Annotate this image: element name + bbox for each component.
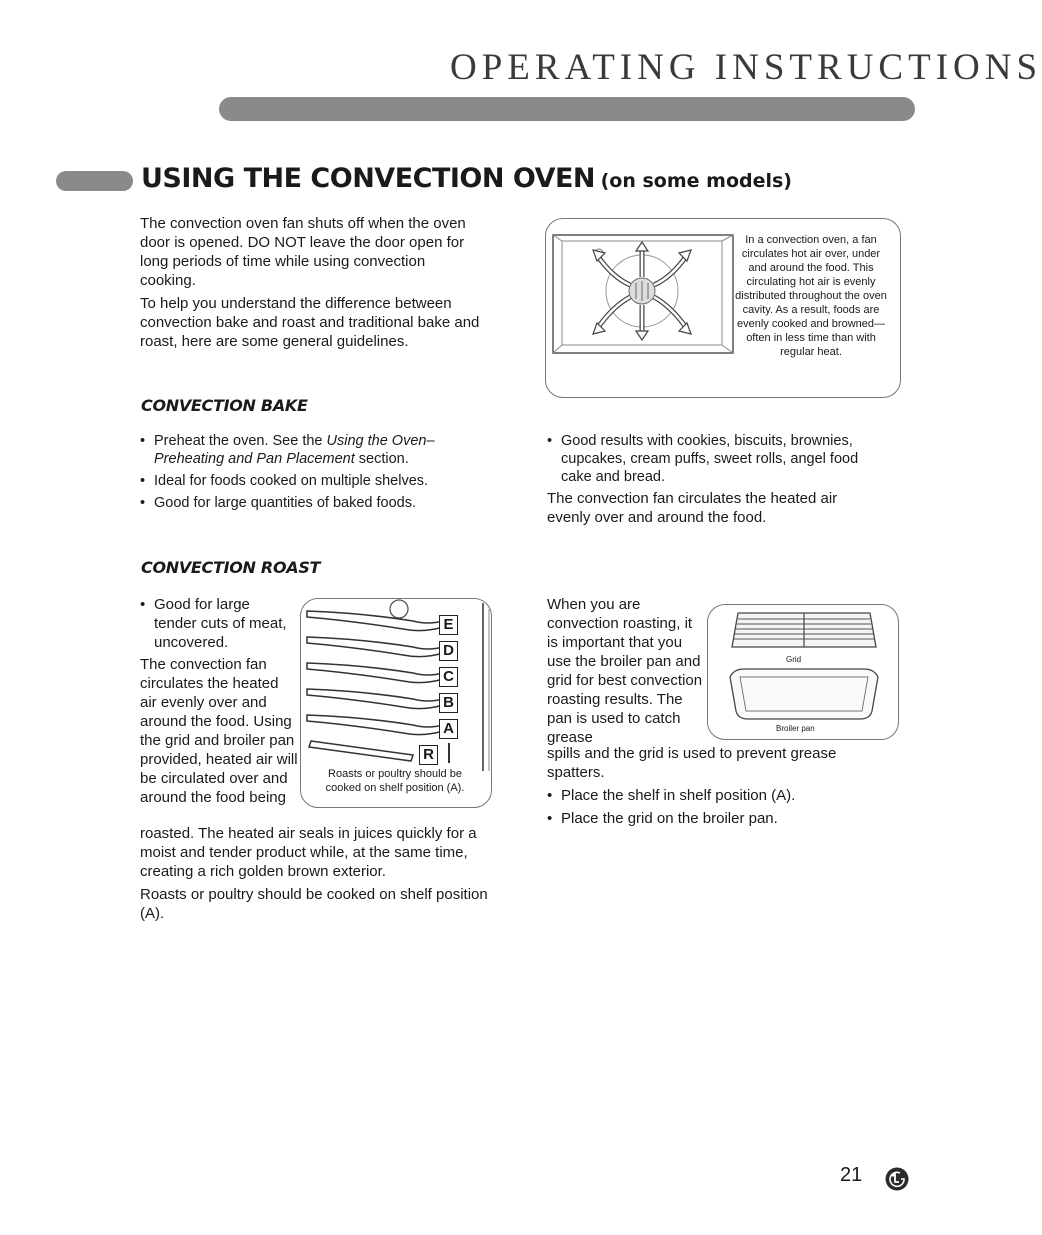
- list-item: • Good results with cookies, biscuits, brownies, cupcakes, cream puffs, sweet rolls, angel food cake and bread.: [547, 432, 892, 486]
- section-title-sub: (on some models): [600, 170, 792, 192]
- section-title-main: USING THE CONVECTION OVEN: [141, 163, 596, 194]
- convection-roast-list-right: [547, 786, 877, 832]
- roast-paragraph-1-top: The convection fan circulates the heated air evenly over and around the food. Using the grid and broiler pan provided, heated air will be circulated over and around the food being: [140, 656, 298, 806]
- oven-cavity-illustration: [552, 233, 736, 355]
- broiler-pan-figure: [707, 604, 899, 740]
- intro-paragraph-1: The convection oven fan shuts off when the oven door is opened. DO NOT leave the door open for long periods of time while using convection cooking.: [140, 215, 466, 289]
- convection-roast-heading: CONVECTION ROAST: [141, 558, 321, 577]
- shelf-label: R: [419, 745, 438, 765]
- intro-text: [140, 214, 485, 355]
- shelf-positions-figure: [300, 598, 492, 808]
- oven-figure-caption: In a convection oven, a fan circulates hot air over, under and around the food. This circulating hot air is evenly distributed throughout the oven cavity. As a result, foods are evenly cooked and browned—often in less time than with regular heat.: [735, 234, 887, 358]
- convection-oven-figure: [545, 218, 901, 398]
- bake-bullet-1-suffix: section.: [354, 451, 409, 467]
- header-title: OPERATING INSTRUCTIONS: [450, 47, 1042, 88]
- list-item: • Good for large tender cuts of meat, uncovered.: [140, 595, 290, 652]
- grid-and-pan-illustration: [724, 611, 884, 733]
- convection-bake-list-right: [547, 432, 892, 490]
- list-item: • Place the grid on the broiler pan.: [547, 809, 877, 828]
- shelf-rack-illustration: [303, 603, 489, 773]
- section-pill: [56, 171, 133, 191]
- convection-bake-heading: CONVECTION BAKE: [141, 396, 308, 415]
- convection-roast-list-left: [140, 595, 290, 656]
- list-item: • Good for large quantities of baked foods.: [140, 494, 485, 512]
- list-item: • Place the shelf in shelf position (A).: [547, 786, 877, 805]
- header-bar: [219, 97, 915, 121]
- roast-right-paragraph-bottom: spills and the grid is used to prevent grease spatters.: [547, 745, 837, 781]
- section-title: [141, 163, 792, 194]
- roast-right-paragraph-top: When you are convection roasting, it is important that you use the broiler pan and grid for best convection roasting results. The pan is used to catch grease: [547, 596, 703, 746]
- roast-paragraph-1-bottom: roasted. The heated air seals in juices quickly for a moist and tender product while, at the same time, creating a rich golden brown exterior.: [140, 825, 477, 880]
- lg-logo-icon: [885, 1167, 909, 1191]
- list-item: • Ideal for foods cooked on multiple shelves.: [140, 472, 485, 490]
- bake-fan-text: The convection fan circulates the heated air evenly over and around the food.: [547, 490, 838, 526]
- shelf-label: C: [439, 667, 458, 687]
- shelf-figure-caption: Roasts or poultry should be cooked on shelf position (A).: [325, 768, 465, 794]
- shelf-label: D: [439, 641, 458, 661]
- shelf-label: B: [439, 693, 458, 713]
- intro-paragraph-2: To help you understand the difference between convection bake and roast and traditional bake and roast, here are some general guidelines.: [140, 295, 480, 350]
- broiler-pan-label: Broiler pan: [776, 724, 815, 733]
- bake-bullet-1-reference: Using the Oven– Preheating and Pan Placement: [154, 433, 435, 467]
- bake-bullet-1-prefix: Preheat the oven. See the: [154, 433, 327, 449]
- grid-label: Grid: [786, 655, 802, 664]
- convection-bake-list-left: [140, 432, 485, 516]
- shelf-label: E: [439, 615, 458, 635]
- shelf-label: A: [439, 719, 458, 739]
- roast-paragraph-2: Roasts or poultry should be cooked on shelf position (A).: [140, 886, 488, 922]
- list-item: [140, 432, 485, 468]
- page-number: 21: [840, 1164, 863, 1186]
